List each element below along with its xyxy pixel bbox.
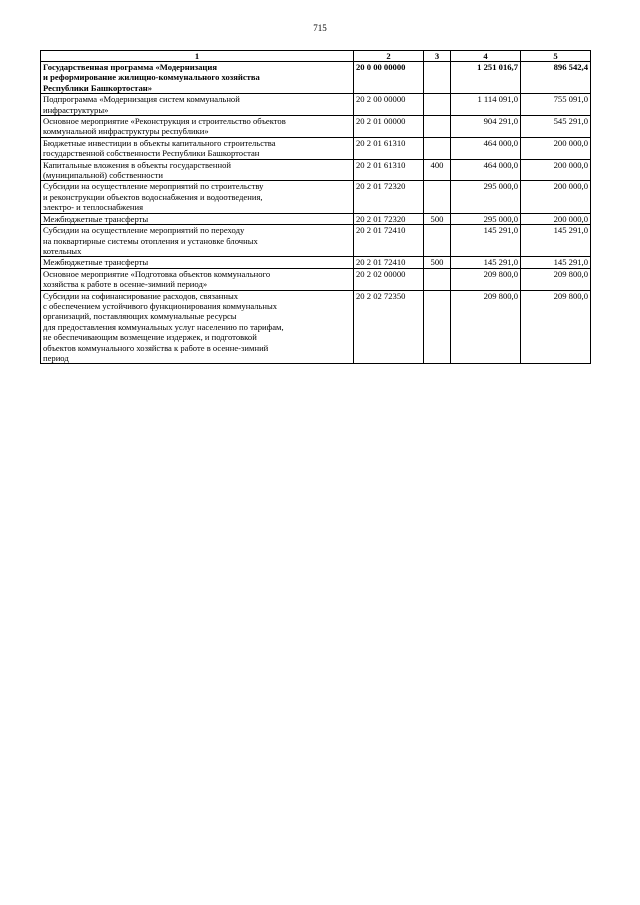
row-code: 20 2 00 00000 [354,94,424,116]
row-amount-a: 464 000,0 [451,159,521,181]
row-amount-a: 209 800,0 [451,268,521,290]
row-code: 20 2 01 72320 [354,181,424,213]
row-amount-b: 209 800,0 [521,268,591,290]
row-type: 500 [424,257,451,268]
row-amount-a: 295 000,0 [451,181,521,213]
row-amount-b: 145 291,0 [521,257,591,268]
table-row [41,290,591,364]
row-name: Капитальные вложения в объекты государственной (муниципальной) собственности [41,159,354,181]
row-code: 20 0 00 00000 [354,62,424,94]
column-header-2: 2 [354,51,424,62]
row-type [424,181,451,213]
row-amount-a: 904 291,0 [451,116,521,138]
row-code: 20 2 01 61310 [354,159,424,181]
row-code: 20 2 01 72410 [354,257,424,268]
row-name: Субсидии на осуществление мероприятий по переходу на поквартирные системы отопления и установке блочных котельных [41,225,354,257]
table-row [41,159,591,181]
row-type [424,62,451,94]
table-row [41,137,591,159]
row-name: Основное мероприятие «Реконструкция и строительство объектов коммунальной инфраструктуры республики» [41,116,354,138]
row-type [424,225,451,257]
row-code: 20 2 01 72410 [354,225,424,257]
row-amount-b: 200 000,0 [521,213,591,224]
row-amount-a: 1 114 091,0 [451,94,521,116]
table-row [41,257,591,268]
row-amount-b: 896 542,4 [521,62,591,94]
row-amount-a: 145 291,0 [451,225,521,257]
header-row [41,51,591,62]
page-number: 715 [313,23,327,33]
row-name: Межбюджетные трансферты [41,213,354,224]
column-header-3: 3 [424,51,451,62]
row-type [424,137,451,159]
row-amount-a: 1 251 016,7 [451,62,521,94]
column-header-4: 4 [451,51,521,62]
table-row [41,181,591,213]
row-amount-b: 209 800,0 [521,290,591,364]
table-row [41,213,591,224]
table-row [41,62,591,94]
row-amount-a: 209 800,0 [451,290,521,364]
row-code: 20 2 01 72320 [354,213,424,224]
row-name: Основное мероприятие «Подготовка объектов коммунального хозяйства к работе в осенне-зимний период» [41,268,354,290]
column-header-1: 1 [41,51,354,62]
table-row [41,225,591,257]
row-amount-a: 464 000,0 [451,137,521,159]
row-type [424,290,451,364]
row-amount-b: 200 000,0 [521,159,591,181]
row-name: Бюджетные инвестиции в объекты капитального строительства государственной собственности Республики Башкортостан [41,137,354,159]
row-type [424,268,451,290]
column-header-5: 5 [521,51,591,62]
row-name: Подпрограмма «Модернизация систем коммунальной инфраструктуры» [41,94,354,116]
row-amount-a: 145 291,0 [451,257,521,268]
row-amount-b: 200 000,0 [521,181,591,213]
table-row [41,94,591,116]
row-code: 20 2 01 61310 [354,137,424,159]
row-amount-b: 755 091,0 [521,94,591,116]
row-type: 400 [424,159,451,181]
row-amount-b: 200 000,0 [521,137,591,159]
row-code: 20 2 02 00000 [354,268,424,290]
row-name: Государственная программа «Модернизация и реформирование жилищно-коммунального хозяйства Республики Башкортостан» [41,62,354,94]
row-type: 500 [424,213,451,224]
row-code: 20 2 01 00000 [354,116,424,138]
table-row [41,268,591,290]
row-amount-b: 545 291,0 [521,116,591,138]
row-code: 20 2 02 72350 [354,290,424,364]
row-amount-b: 145 291,0 [521,225,591,257]
row-amount-a: 295 000,0 [451,213,521,224]
row-type [424,116,451,138]
budget-table [40,50,591,364]
table-row [41,116,591,138]
row-type [424,94,451,116]
row-name: Межбюджетные трансферты [41,257,354,268]
row-name: Субсидии на осуществление мероприятий по строительству и реконструкции объектов водоснабжения и водоотведения, электро- и теплоснабжения [41,181,354,213]
row-name: Субсидии на софинансирование расходов, связанных с обеспечением устойчивого функционирования коммунальных организаций, поставляющих коммунальные ресурсы для предоставления коммунальных услуг населению по тарифам, не обеспечивающим возмещение издержек, и подготовкой объектов коммунального хозяйства к работе в осенне-зимний период [41,290,354,364]
